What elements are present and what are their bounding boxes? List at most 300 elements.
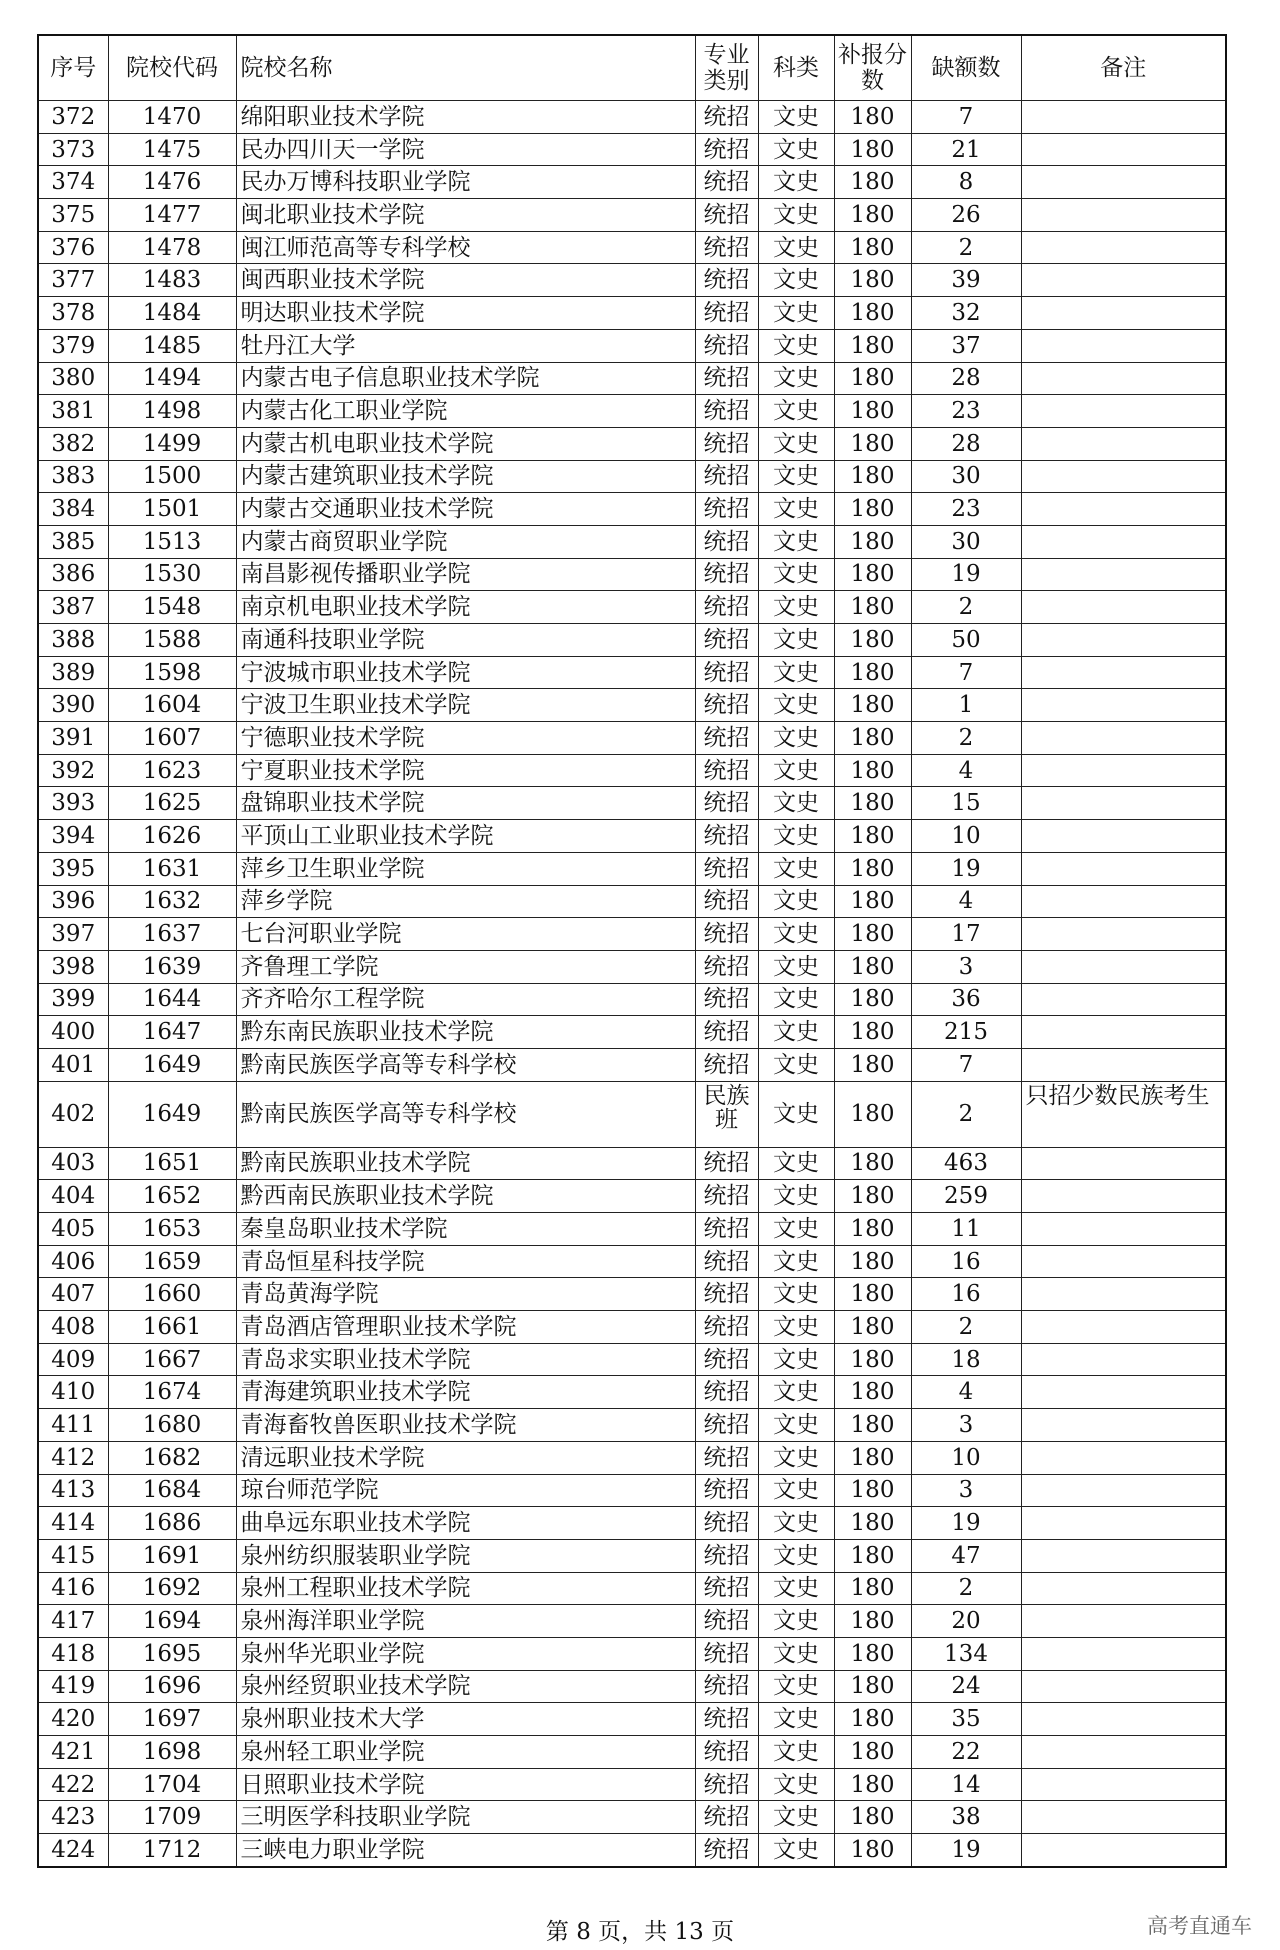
cell-code: 1704 [108,1768,236,1801]
cell-vacancy: 32 [911,297,1021,330]
cell-vacancy: 35 [911,1703,1021,1736]
cell-remark [1021,1703,1226,1736]
cell-category: 统招 [695,1834,758,1867]
table-row [38,1409,1226,1442]
cell-code: 1694 [108,1605,236,1638]
cell-code: 1604 [108,689,236,722]
cell-code: 1644 [108,983,236,1016]
cell-code: 1661 [108,1311,236,1344]
cell-seq: 387 [38,591,108,624]
cell-vacancy: 11 [911,1213,1021,1246]
cell-vacancy: 28 [911,362,1021,395]
table-header-row [38,35,1226,101]
cell-remark [1021,1801,1226,1834]
cell-vacancy: 1 [911,689,1021,722]
cell-remark [1021,820,1226,853]
cell-vacancy: 259 [911,1180,1021,1213]
cell-remark [1021,1605,1226,1638]
cell-category: 统招 [695,754,758,787]
cell-name: 宁德职业技术学院 [236,722,695,755]
cell-name: 泉州职业技术大学 [236,1703,695,1736]
cell-subject: 文史 [758,1409,834,1442]
cell-subject: 文史 [758,1801,834,1834]
cell-name: 内蒙古化工职业学院 [236,395,695,428]
header-score: 补报分数 [834,35,911,101]
cell-code: 1598 [108,656,236,689]
table-row [38,591,1226,624]
cell-name: 青海建筑职业技术学院 [236,1376,695,1409]
cell-seq: 424 [38,1834,108,1867]
cell-subject: 文史 [758,1376,834,1409]
cell-seq: 411 [38,1409,108,1442]
cell-vacancy: 18 [911,1343,1021,1376]
cell-remark [1021,1376,1226,1409]
table-row [38,362,1226,395]
cell-vacancy: 19 [911,558,1021,591]
cell-score: 180 [834,1736,911,1769]
cell-seq: 379 [38,329,108,362]
cell-code: 1498 [108,395,236,428]
cell-seq: 404 [38,1180,108,1213]
cell-remark [1021,1180,1226,1213]
cell-remark: 只招少数民族考生 [1021,1081,1226,1147]
cell-category: 统招 [695,1605,758,1638]
cell-remark [1021,1278,1226,1311]
cell-subject: 文史 [758,558,834,591]
cell-category: 统招 [695,1441,758,1474]
cell-vacancy: 14 [911,1768,1021,1801]
cell-subject: 文史 [758,1834,834,1867]
cell-remark [1021,166,1226,199]
table-row [38,820,1226,853]
table-row [38,1474,1226,1507]
cell-score: 180 [834,199,911,232]
cell-subject: 文史 [758,329,834,362]
cell-name: 南通科技职业学院 [236,624,695,657]
cell-remark [1021,329,1226,362]
header-vacancy: 缺额数 [911,35,1021,101]
cell-code: 1682 [108,1441,236,1474]
table-row [38,754,1226,787]
cell-seq: 409 [38,1343,108,1376]
cell-category: 民族班 [695,1081,758,1147]
cell-score: 180 [834,950,911,983]
cell-seq: 423 [38,1801,108,1834]
cell-score: 180 [834,1605,911,1638]
table-row [38,493,1226,526]
cell-score: 180 [834,1834,911,1867]
cell-score: 180 [834,1278,911,1311]
cell-subject: 文史 [758,1474,834,1507]
cell-category: 统招 [695,1736,758,1769]
cell-code: 1667 [108,1343,236,1376]
table-row [38,264,1226,297]
cell-name: 南京机电职业技术学院 [236,591,695,624]
cell-score: 180 [834,395,911,428]
cell-vacancy: 2 [911,1311,1021,1344]
cell-vacancy: 8 [911,166,1021,199]
cell-score: 180 [834,525,911,558]
cell-category: 统招 [695,1572,758,1605]
cell-category: 统招 [695,1180,758,1213]
cell-seq: 372 [38,101,108,134]
cell-seq: 394 [38,820,108,853]
cell-vacancy: 3 [911,1409,1021,1442]
cell-vacancy: 4 [911,885,1021,918]
cell-name: 盘锦职业技术学院 [236,787,695,820]
cell-vacancy: 39 [911,264,1021,297]
cell-remark [1021,460,1226,493]
cell-score: 180 [834,754,911,787]
cell-subject: 文史 [758,1147,834,1180]
cell-name: 三峡电力职业学院 [236,1834,695,1867]
cell-name: 泉州轻工职业学院 [236,1736,695,1769]
cell-category: 统招 [695,101,758,134]
cell-seq: 406 [38,1245,108,1278]
cell-seq: 414 [38,1507,108,1540]
cell-remark [1021,1048,1226,1081]
cell-name: 宁夏职业技术学院 [236,754,695,787]
cell-seq: 380 [38,362,108,395]
cell-vacancy: 36 [911,983,1021,1016]
cell-subject: 文史 [758,1048,834,1081]
cell-subject: 文史 [758,362,834,395]
cell-subject: 文史 [758,1670,834,1703]
cell-name: 宁波卫生职业技术学院 [236,689,695,722]
cell-remark [1021,918,1226,951]
cell-score: 180 [834,722,911,755]
cell-score: 180 [834,689,911,722]
table-row [38,918,1226,951]
cell-vacancy: 2 [911,591,1021,624]
cell-seq: 388 [38,624,108,657]
table-row [38,1670,1226,1703]
cell-score: 180 [834,329,911,362]
cell-vacancy: 7 [911,101,1021,134]
cell-seq: 410 [38,1376,108,1409]
cell-category: 统招 [695,722,758,755]
table-row [38,624,1226,657]
cell-vacancy: 30 [911,460,1021,493]
cell-subject: 文史 [758,1768,834,1801]
cell-score: 180 [834,1474,911,1507]
cell-seq: 382 [38,427,108,460]
cell-seq: 381 [38,395,108,428]
cell-subject: 文史 [758,689,834,722]
cell-vacancy: 23 [911,395,1021,428]
cell-seq: 390 [38,689,108,722]
cell-category: 统招 [695,689,758,722]
cell-vacancy: 30 [911,525,1021,558]
cell-subject: 文史 [758,1703,834,1736]
table-row [38,1572,1226,1605]
cell-name: 秦皇岛职业技术学院 [236,1213,695,1246]
cell-code: 1691 [108,1539,236,1572]
admissions-table [37,34,1227,1868]
cell-name: 七台河职业学院 [236,918,695,951]
cell-name: 宁波城市职业技术学院 [236,656,695,689]
cell-vacancy: 4 [911,1376,1021,1409]
cell-seq: 385 [38,525,108,558]
cell-seq: 375 [38,199,108,232]
table-row [38,852,1226,885]
cell-score: 180 [834,624,911,657]
cell-name: 内蒙古电子信息职业技术学院 [236,362,695,395]
cell-remark [1021,722,1226,755]
cell-subject: 文史 [758,427,834,460]
cell-vacancy: 7 [911,656,1021,689]
cell-name: 内蒙古交通职业技术学院 [236,493,695,526]
cell-category: 统招 [695,395,758,428]
cell-seq: 389 [38,656,108,689]
cell-subject: 文史 [758,1311,834,1344]
cell-subject: 文史 [758,852,834,885]
cell-category: 统招 [695,1801,758,1834]
cell-category: 统招 [695,1245,758,1278]
cell-category: 统招 [695,591,758,624]
table-row [38,1768,1226,1801]
cell-remark [1021,101,1226,134]
cell-remark [1021,1736,1226,1769]
cell-category: 统招 [695,852,758,885]
cell-score: 180 [834,264,911,297]
cell-vacancy: 2 [911,231,1021,264]
cell-remark [1021,362,1226,395]
cell-seq: 400 [38,1016,108,1049]
cell-remark [1021,656,1226,689]
cell-code: 1637 [108,918,236,951]
table-row [38,1703,1226,1736]
cell-subject: 文史 [758,133,834,166]
cell-category: 统招 [695,427,758,460]
cell-code: 1513 [108,525,236,558]
cell-remark [1021,1147,1226,1180]
cell-remark [1021,1213,1226,1246]
cell-score: 180 [834,493,911,526]
cell-category: 统招 [695,460,758,493]
cell-category: 统招 [695,525,758,558]
cell-name: 琼台师范学院 [236,1474,695,1507]
cell-seq: 419 [38,1670,108,1703]
cell-code: 1475 [108,133,236,166]
cell-vacancy: 26 [911,199,1021,232]
cell-category: 统招 [695,820,758,853]
cell-score: 180 [834,1343,911,1376]
cell-vacancy: 37 [911,329,1021,362]
cell-subject: 文史 [758,722,834,755]
cell-score: 180 [834,1180,911,1213]
cell-category: 统招 [695,1637,758,1670]
cell-subject: 文史 [758,1637,834,1670]
cell-score: 180 [834,166,911,199]
cell-category: 统招 [695,329,758,362]
cell-name: 闽江师范高等专科学校 [236,231,695,264]
cell-code: 1477 [108,199,236,232]
cell-subject: 文史 [758,754,834,787]
cell-vacancy: 21 [911,133,1021,166]
cell-remark [1021,689,1226,722]
cell-vacancy: 22 [911,1736,1021,1769]
cell-seq: 403 [38,1147,108,1180]
table-row [38,297,1226,330]
cell-seq: 422 [38,1768,108,1801]
cell-subject: 文史 [758,1343,834,1376]
table-row [38,558,1226,591]
cell-remark [1021,493,1226,526]
cell-score: 180 [834,133,911,166]
cell-name: 青岛酒店管理职业技术学院 [236,1311,695,1344]
cell-vacancy: 2 [911,722,1021,755]
cell-vacancy: 134 [911,1637,1021,1670]
cell-vacancy: 47 [911,1539,1021,1572]
cell-category: 统招 [695,264,758,297]
cell-category: 统招 [695,1311,758,1344]
cell-category: 统招 [695,1703,758,1736]
cell-remark [1021,983,1226,1016]
table-row [38,1376,1226,1409]
cell-seq: 420 [38,1703,108,1736]
cell-name: 日照职业技术学院 [236,1768,695,1801]
cell-category: 统招 [695,1768,758,1801]
cell-subject: 文史 [758,1213,834,1246]
cell-name: 曲阜远东职业技术学院 [236,1507,695,1540]
table-row [38,656,1226,689]
table-row [38,1311,1226,1344]
cell-name: 闽北职业技术学院 [236,199,695,232]
cell-remark [1021,231,1226,264]
cell-seq: 393 [38,787,108,820]
cell-category: 统招 [695,1409,758,1442]
cell-code: 1478 [108,231,236,264]
cell-category: 统招 [695,1278,758,1311]
table-row [38,1637,1226,1670]
cell-category: 统招 [695,1539,758,1572]
cell-code: 1588 [108,624,236,657]
cell-category: 统招 [695,493,758,526]
cell-subject: 文史 [758,1081,834,1147]
cell-score: 180 [834,1539,911,1572]
cell-score: 180 [834,362,911,395]
cell-category: 统招 [695,297,758,330]
cell-code: 1651 [108,1147,236,1180]
cell-remark [1021,1768,1226,1801]
cell-subject: 文史 [758,297,834,330]
cell-subject: 文史 [758,918,834,951]
cell-name: 泉州经贸职业技术学院 [236,1670,695,1703]
cell-subject: 文史 [758,885,834,918]
cell-name: 牡丹江大学 [236,329,695,362]
table-row [38,1278,1226,1311]
cell-vacancy: 17 [911,918,1021,951]
cell-score: 180 [834,1147,911,1180]
cell-remark [1021,1670,1226,1703]
cell-seq: 405 [38,1213,108,1246]
cell-remark [1021,1441,1226,1474]
cell-code: 1680 [108,1409,236,1442]
cell-code: 1485 [108,329,236,362]
cell-subject: 文史 [758,1539,834,1572]
cell-score: 180 [834,591,911,624]
cell-score: 180 [834,1441,911,1474]
cell-subject: 文史 [758,525,834,558]
cell-category: 统招 [695,1048,758,1081]
cell-score: 180 [834,1703,911,1736]
table-row [38,199,1226,232]
cell-subject: 文史 [758,395,834,428]
cell-subject: 文史 [758,591,834,624]
cell-category: 统招 [695,558,758,591]
cell-seq: 392 [38,754,108,787]
cell-code: 1697 [108,1703,236,1736]
cell-remark [1021,1343,1226,1376]
cell-remark [1021,852,1226,885]
cell-category: 统招 [695,1343,758,1376]
cell-remark [1021,199,1226,232]
table-row [38,329,1226,362]
cell-seq: 415 [38,1539,108,1572]
cell-remark [1021,1409,1226,1442]
cell-code: 1649 [108,1048,236,1081]
cell-subject: 文史 [758,787,834,820]
cell-remark [1021,1311,1226,1344]
cell-category: 统招 [695,1670,758,1703]
cell-name: 内蒙古建筑职业技术学院 [236,460,695,493]
cell-subject: 文史 [758,624,834,657]
cell-seq: 374 [38,166,108,199]
cell-remark [1021,950,1226,983]
cell-score: 180 [834,427,911,460]
cell-code: 1499 [108,427,236,460]
cell-score: 180 [834,460,911,493]
cell-score: 180 [834,787,911,820]
cell-seq: 386 [38,558,108,591]
cell-code: 1631 [108,852,236,885]
cell-category: 统招 [695,918,758,951]
cell-remark [1021,1245,1226,1278]
cell-seq: 377 [38,264,108,297]
cell-seq: 383 [38,460,108,493]
table-row [38,1441,1226,1474]
cell-code: 1623 [108,754,236,787]
cell-vacancy: 15 [911,787,1021,820]
cell-remark [1021,133,1226,166]
cell-code: 1632 [108,885,236,918]
cell-score: 180 [834,1670,911,1703]
table-row [38,1605,1226,1638]
table-row [38,1245,1226,1278]
cell-score: 180 [834,1801,911,1834]
cell-code: 1652 [108,1180,236,1213]
table-row [38,1048,1226,1081]
cell-remark [1021,558,1226,591]
cell-vacancy: 23 [911,493,1021,526]
cell-seq: 378 [38,297,108,330]
cell-score: 180 [834,1081,911,1147]
cell-code: 1653 [108,1213,236,1246]
cell-score: 180 [834,820,911,853]
cell-remark [1021,427,1226,460]
cell-vacancy: 16 [911,1278,1021,1311]
cell-score: 180 [834,231,911,264]
cell-code: 1695 [108,1637,236,1670]
cell-vacancy: 10 [911,820,1021,853]
cell-subject: 文史 [758,264,834,297]
table-row [38,689,1226,722]
table-row [38,722,1226,755]
table-row [38,101,1226,134]
cell-remark [1021,1572,1226,1605]
table-body [38,101,1226,1867]
